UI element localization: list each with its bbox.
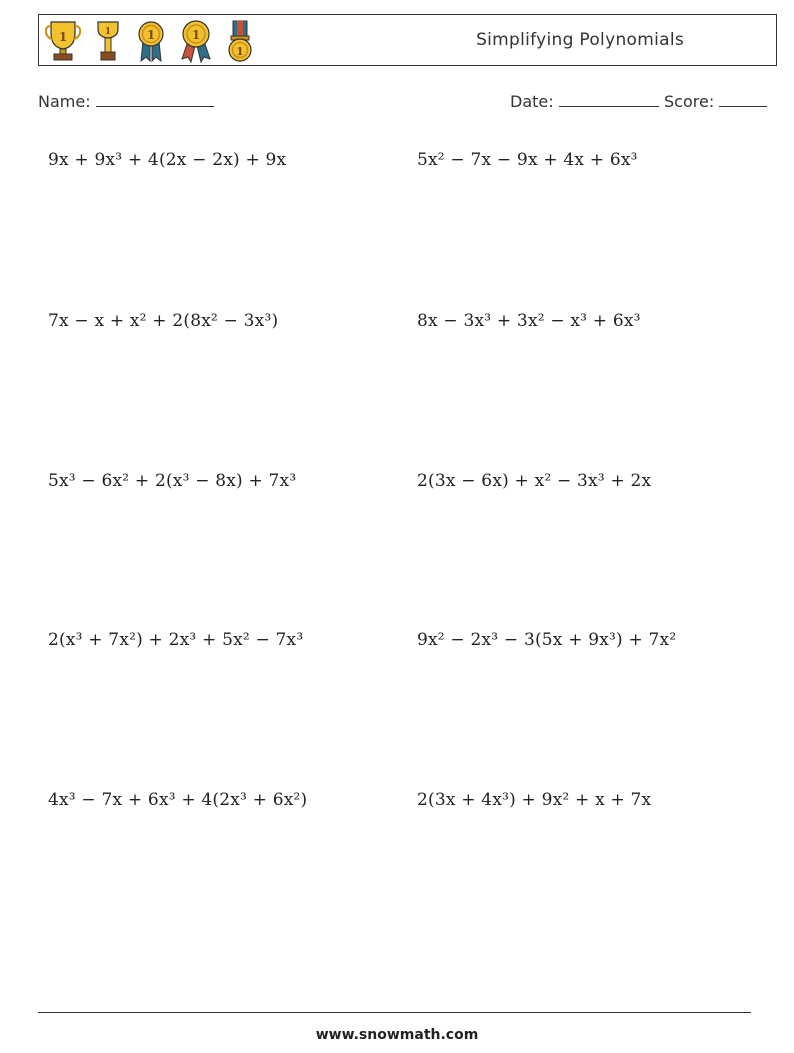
date-label: Date:: [510, 92, 554, 111]
problem-1: 9x + 9x³ + 4(2x − 2x) + 9x: [48, 150, 287, 170]
name-field[interactable]: [38, 92, 214, 111]
name-blank[interactable]: [96, 92, 214, 107]
award-icons: [45, 19, 255, 63]
problem-10: 2(3x + 4x³) + 9x² + x + 7x: [417, 790, 652, 810]
date-blank[interactable]: [559, 92, 659, 107]
trophy-stand-icon: [93, 19, 123, 63]
footer-divider: [38, 1012, 751, 1013]
problem-9: 4x³ − 7x + 6x³ + 4(2x³ + 6x²): [48, 790, 308, 810]
problem-4: 8x − 3x³ + 3x² − x³ + 6x³: [417, 311, 641, 331]
worksheet-header: [38, 14, 777, 66]
svg-text:1: 1: [236, 45, 244, 58]
footer-website[interactable]: www.snowmath.com: [315, 1027, 479, 1043]
score-field[interactable]: [664, 92, 767, 111]
svg-text:1: 1: [104, 27, 112, 37]
svg-text:1: 1: [191, 28, 201, 42]
rosette-medal-icon: [179, 19, 213, 63]
trophy-cup-icon: [45, 19, 81, 63]
medal-ribbon-icon: [135, 19, 167, 63]
worksheet-title: Simplifying Polynomials: [476, 30, 684, 50]
problem-5: 5x³ − 6x² + 2(x³ − 8x) + 7x³: [48, 471, 297, 491]
hanging-medal-icon: [225, 19, 255, 63]
problem-3: 7x − x + x² + 2(8x² − 3x³): [48, 311, 279, 331]
date-field[interactable]: [510, 92, 659, 111]
problem-7: 2(x³ + 7x²) + 2x³ + 5x² − 7x³: [48, 630, 304, 650]
problem-2: 5x² − 7x − 9x + 4x + 6x³: [417, 150, 638, 170]
name-label: Name:: [38, 92, 91, 111]
svg-text:1: 1: [58, 30, 68, 44]
problem-8: 9x² − 2x³ − 3(5x + 9x³) + 7x²: [417, 630, 677, 650]
svg-text:1: 1: [146, 28, 156, 42]
score-blank[interactable]: [719, 92, 767, 107]
problem-6: 2(3x − 6x) + x² − 3x³ + 2x: [417, 471, 652, 491]
score-label: Score:: [664, 92, 715, 111]
